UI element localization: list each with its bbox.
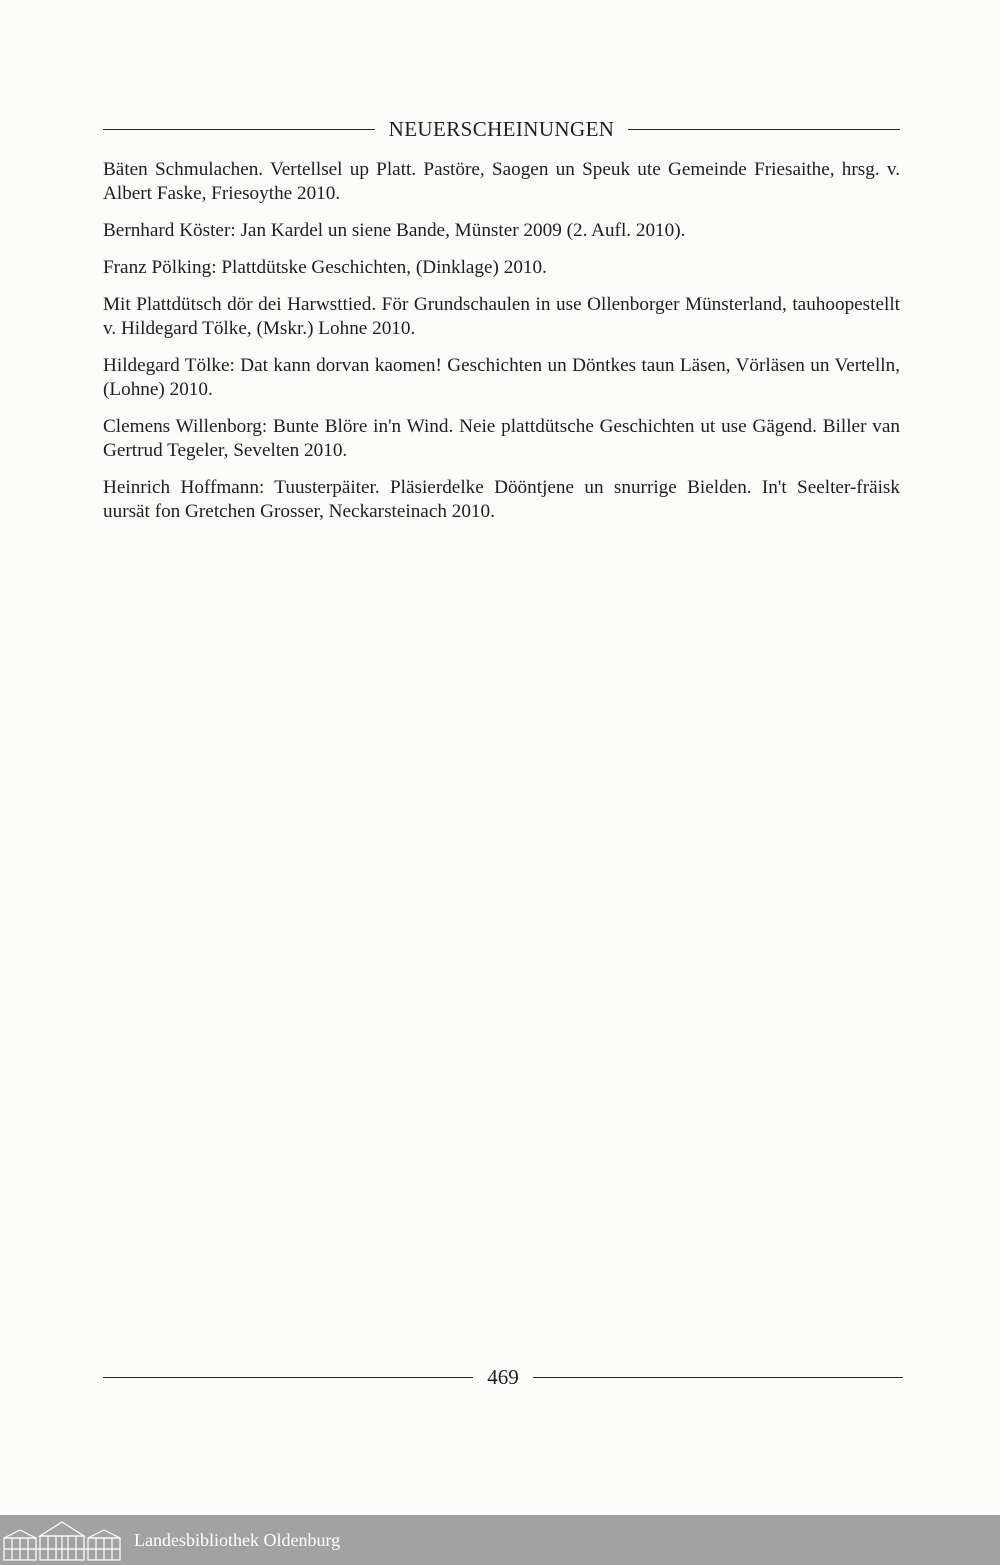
library-building-icon [2,1518,122,1562]
folio-rule-right [533,1377,903,1378]
running-head-title: NEUERSCHEINUNGEN [388,116,615,141]
library-name: Landesbibliothek Oldenburg [134,1529,341,1550]
bibliography-list [103,158,900,537]
page-number: 469 [487,1364,519,1389]
folio-rule-left [103,1377,473,1378]
running-head-rule-right [628,129,900,130]
running-head-rule-left [103,129,375,130]
bibliography-entry: Mit Plattdütsch dör dei Harwsttied. För Grundschaulen in use Ollenborger Münsterland, tauhoopestellt v. Hildegard Tölke, (Mskr.) Lohne 2010. [103,294,900,339]
bibliography-entry: Franz Pölking: Plattdütske Geschichten, (Dinklage) 2010. [103,257,547,278]
page-folio [103,1362,903,1392]
bibliography-entry: Clemens Willenborg: Bunte Blöre in'n Wind. Neie plattdütsche Geschichten ut use Gägend. Biller van Gertrud Tegeler, Sevelten 2010. [103,416,900,461]
running-head [103,114,900,144]
bibliography-entry: Bernhard Köster: Jan Kardel un siene Bande, Münster 2009 (2. Aufl. 2010). [103,220,686,241]
bibliography-entry: Heinrich Hoffmann: Tuusterpäiter. Pläsierdelke Dööntjene un snurrige Bielden. In't Seelter-fräisk uursät fon Gretchen Grosser, Neckarsteinach 2010. [103,477,900,522]
library-footer-bar [0,1515,1000,1565]
bibliography-entry: Hildegard Tölke: Dat kann dorvan kaomen! Geschichten un Döntkes taun Läsen, Vörläsen un Vertelln, (Lohne) 2010. [103,355,900,400]
bibliography-entry: Bäten Schmulachen. Vertellsel up Platt. Pastöre, Saogen un Speuk ute Gemeinde Friesaithe, hrsg. v. Albert Faske, Friesoythe 2010. [103,159,900,204]
